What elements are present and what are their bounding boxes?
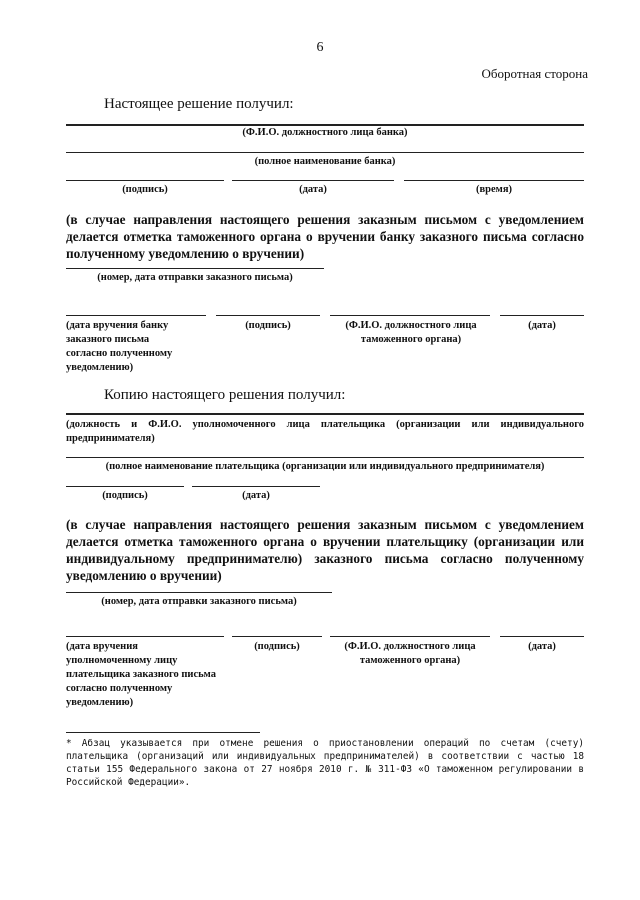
payer-position-fio-caption: (должность и Ф.И.О. уполномоченного лица плательщика (организации или индивидуального предпринимателя) xyxy=(66,419,584,444)
payer-signature-line xyxy=(66,486,184,487)
payer-delivery-line xyxy=(66,636,224,637)
payer-copy-received-heading: Копию настоящего решения получил: xyxy=(104,387,346,403)
bank-time-caption: (время) xyxy=(476,184,512,195)
bank-customs-fio-line xyxy=(330,315,490,316)
payer-name-line xyxy=(66,457,584,458)
payer-mail-line xyxy=(66,592,332,593)
bank-full-name-caption: (полное наименование банка) xyxy=(254,156,396,167)
bank-official-fio-caption: (Ф.И.О. должностного лица банка) xyxy=(242,127,408,138)
bank-official-line xyxy=(66,124,584,126)
payer-registered-mail-note: (в случае направления настоящего решения заказным письмом с уведомлением делается отметка таможенного органа о вручении плательщику (организации или индивидуальному предпринимателю) заказного письма согласно полученному уведомлению о вручении) xyxy=(66,517,584,583)
payer-date-line xyxy=(192,486,320,487)
bank-signature-line xyxy=(66,180,224,181)
bank-date-caption: (дата) xyxy=(299,184,327,195)
bank-registered-mail-note: (в случае направления настоящего решения заказным письмом с уведомлением делается отметка таможенного органа о вручении банку заказного письма согласно полученному уведомлению о вручении) xyxy=(66,212,584,261)
footnote-separator xyxy=(66,732,260,733)
bank-time-line xyxy=(404,180,584,181)
payer-date-caption: (дата) xyxy=(242,490,270,501)
footnote-text: * Абзац указывается при отмене решения о приостановлении операций по счетам (счету) плательщика (организаций или индивидуальных предпринимателей) в соответствии с частью 18 статьи 155 Федерального закона от 27 ноября 2010 г. № 311-ФЗ «О таможенном регулировании в Российской Федерации». xyxy=(66,738,584,788)
payer-customs-fio-caption: (Ф.И.О. должностного лица таможенного органа) xyxy=(344,641,476,666)
bank-received-heading: Настоящее решение получил: xyxy=(104,96,294,112)
bank-date-line xyxy=(232,180,394,181)
bank-signature2-caption: (подпись) xyxy=(245,320,291,331)
payer-customs-fio-line xyxy=(330,636,490,637)
bank-date2-line xyxy=(500,315,584,316)
bank-signature-caption: (подпись) xyxy=(122,184,168,195)
payer-mail-number-date-caption: (номер, дата отправки заказного письма) xyxy=(101,596,297,607)
reverse-side-label: Оборотная сторона xyxy=(481,66,588,81)
bank-name-line xyxy=(66,152,584,153)
bank-delivery-line xyxy=(66,315,206,316)
payer-date2-line xyxy=(500,636,584,637)
bank-customs-fio-caption: (Ф.И.О. должностного лица таможенного органа) xyxy=(345,320,477,345)
bank-delivery-date-caption: (дата вручения банку заказного письма согласно полученному уведомлению) xyxy=(66,320,173,373)
payer-signature2-caption: (подпись) xyxy=(254,641,300,652)
bank-date2-caption: (дата) xyxy=(528,320,556,331)
bank-mail-number-date-caption: (номер, дата отправки заказного письма) xyxy=(97,272,293,283)
payer-signature2-line xyxy=(232,636,322,637)
payer-full-name-caption: (полное наименование плательщика (организации или индивидуального предпринимателя) xyxy=(105,461,545,472)
bank-signature2-line xyxy=(216,315,320,316)
page-number: 6 xyxy=(316,40,324,55)
payer-signature-caption: (подпись) xyxy=(102,490,148,501)
payer-delivery-date-caption: (дата вручения уполномоченному лицу плательщика заказного письма согласно полученному уведомлению) xyxy=(66,641,217,708)
payer-position-line xyxy=(66,413,584,415)
bank-mail-line xyxy=(66,268,324,269)
payer-date2-caption: (дата) xyxy=(528,641,556,652)
